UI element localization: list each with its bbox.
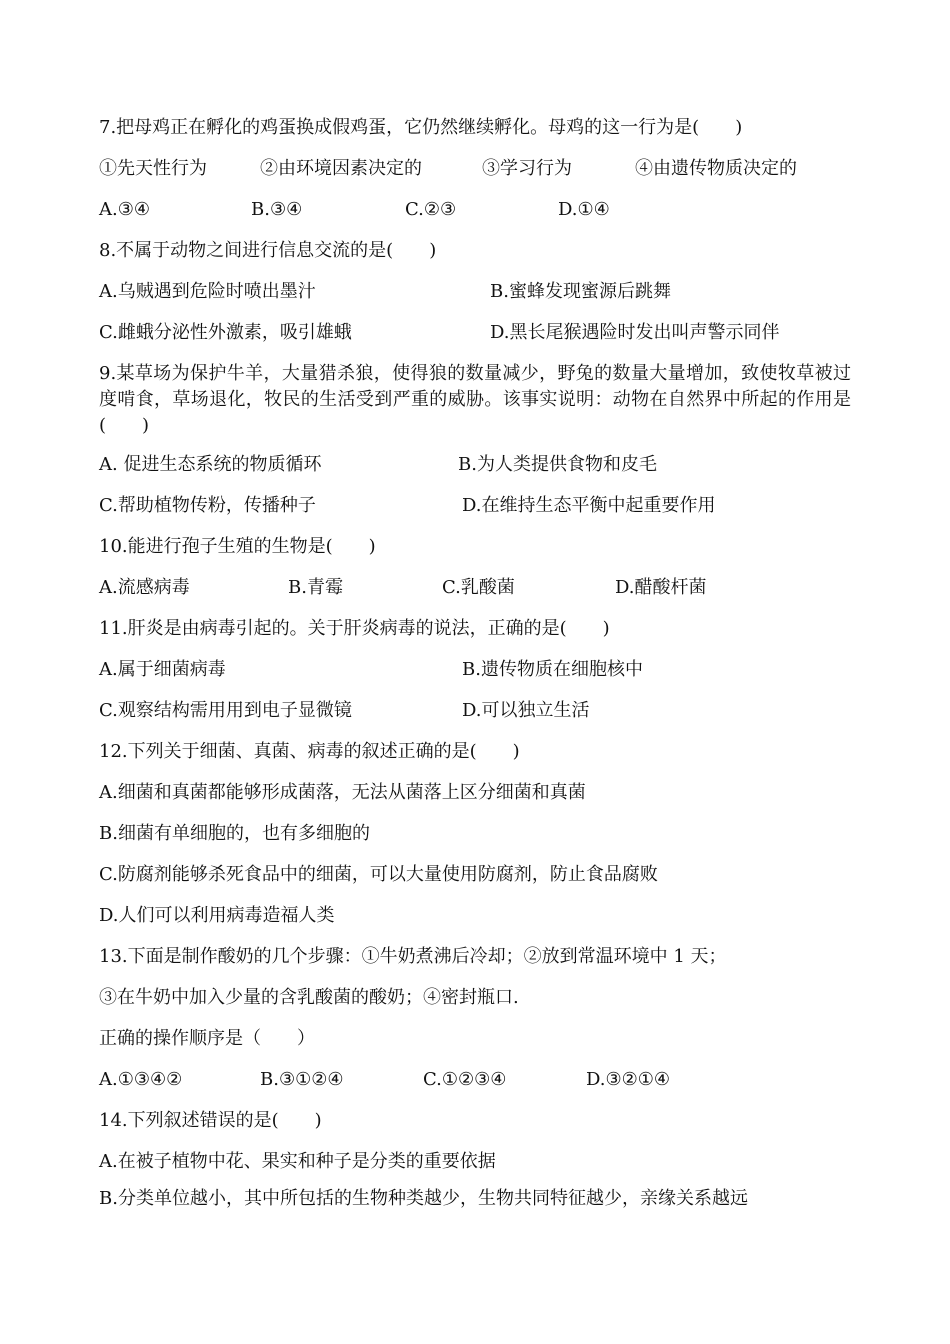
q7-item-1: ①先天性行为 xyxy=(99,158,207,179)
q7-item-4: ④由遗传物质决定的 xyxy=(635,158,797,179)
q9-option-a: A. 促进生态系统的物质循环 xyxy=(99,454,322,475)
q7-option-a: A.③④ xyxy=(99,199,150,220)
q8-option-d: D.黑长尾猴遇险时发出叫声警示同伴 xyxy=(490,322,780,343)
q11-stem: 11.肝炎是由病毒引起的。关于肝炎病毒的说法，正确的是( ) xyxy=(99,618,610,639)
q14-option-a: A.在被子植物中花、果实和种子是分类的重要依据 xyxy=(99,1151,496,1172)
q11-option-a: A.属于细菌病毒 xyxy=(99,659,226,680)
q8-option-c: C.雌蛾分泌性外激素，吸引雄蛾 xyxy=(99,322,352,343)
q10-option-c: C.乳酸菌 xyxy=(442,577,515,598)
q7-option-b: B.③④ xyxy=(251,199,303,220)
q7-option-d: D.①④ xyxy=(558,199,610,220)
q13-stem-line-2: ③在牛奶中加入少量的含乳酸菌的酸奶；④密封瓶口. xyxy=(99,987,519,1008)
q14-option-b: B.分类单位越小，其中所包括的生物种类越少，生物共同特征越少，亲缘关系越远 xyxy=(99,1188,748,1209)
q12-option-c: C.防腐剂能够杀死食品中的细菌，可以大量使用防腐剂，防止食品腐败 xyxy=(99,864,658,885)
q7-item-3: ③学习行为 xyxy=(482,158,572,179)
q7-option-c: C.②③ xyxy=(405,199,457,220)
q12-option-b: B.细菌有单细胞的，也有多细胞的 xyxy=(99,823,370,844)
q9-option-d: D.在维持生态平衡中起重要作用 xyxy=(462,495,716,516)
q13-option-a: A.①③④② xyxy=(99,1069,183,1090)
q13-stem-line-3: 正确的操作顺序是（ ） xyxy=(99,1028,315,1049)
q9-option-c: C.帮助植物传粉，传播种子 xyxy=(99,495,316,516)
q12-stem: 12.下列关于细菌、真菌、病毒的叙述正确的是( ) xyxy=(99,741,520,762)
q7-stem: 7.把母鸡正在孵化的鸡蛋换成假鸡蛋，它仍然继续孵化。母鸡的这一行为是( ) xyxy=(99,117,743,138)
q14-stem: 14.下列叙述错误的是( ) xyxy=(99,1110,322,1131)
q13-stem-line-1: 13.下面是制作酸奶的几个步骤：①牛奶煮沸后冷却；②放到常温环境中 1 天； xyxy=(99,946,727,967)
q10-option-d: D.醋酸杆菌 xyxy=(615,577,707,598)
q13-option-c: C.①②③④ xyxy=(423,1069,507,1090)
q13-option-d: D.③②①④ xyxy=(586,1069,671,1090)
q7-item-2: ②由环境因素决定的 xyxy=(260,158,422,179)
q8-stem: 8.不属于动物之间进行信息交流的是( ) xyxy=(99,240,437,261)
q10-option-a: A.流感病毒 xyxy=(99,577,190,598)
q9-stem: 9.某草场为保护牛羊，大量猎杀狼，使得狼的数量减少，野兔的数量大量增加，致使牧草被过度啃食，草场退化，牧民的生活受到严重的威胁。该事实说明：动物在自然界中所起的作用是( ) xyxy=(99,363,851,436)
q12-option-a: A.细菌和真菌都能够形成菌落，无法从菌落上区分细菌和真菌 xyxy=(99,782,586,803)
q10-option-b: B.青霉 xyxy=(288,577,343,598)
q10-stem: 10.能进行孢子生殖的生物是( ) xyxy=(99,536,376,557)
q11-option-d: D.可以独立生活 xyxy=(462,700,590,721)
q11-option-b: B.遗传物质在细胞核中 xyxy=(462,659,643,680)
q11-option-c: C.观察结构需用用到电子显微镜 xyxy=(99,700,352,721)
q13-option-b: B.③①②④ xyxy=(260,1069,344,1090)
q9-option-b: B.为人类提供食物和皮毛 xyxy=(458,454,657,475)
q12-option-d: D.人们可以利用病毒造福人类 xyxy=(99,905,335,926)
q8-option-a: A.乌贼遇到危险时喷出墨汁 xyxy=(99,281,316,302)
q8-option-b: B.蜜蜂发现蜜源后跳舞 xyxy=(490,281,671,302)
